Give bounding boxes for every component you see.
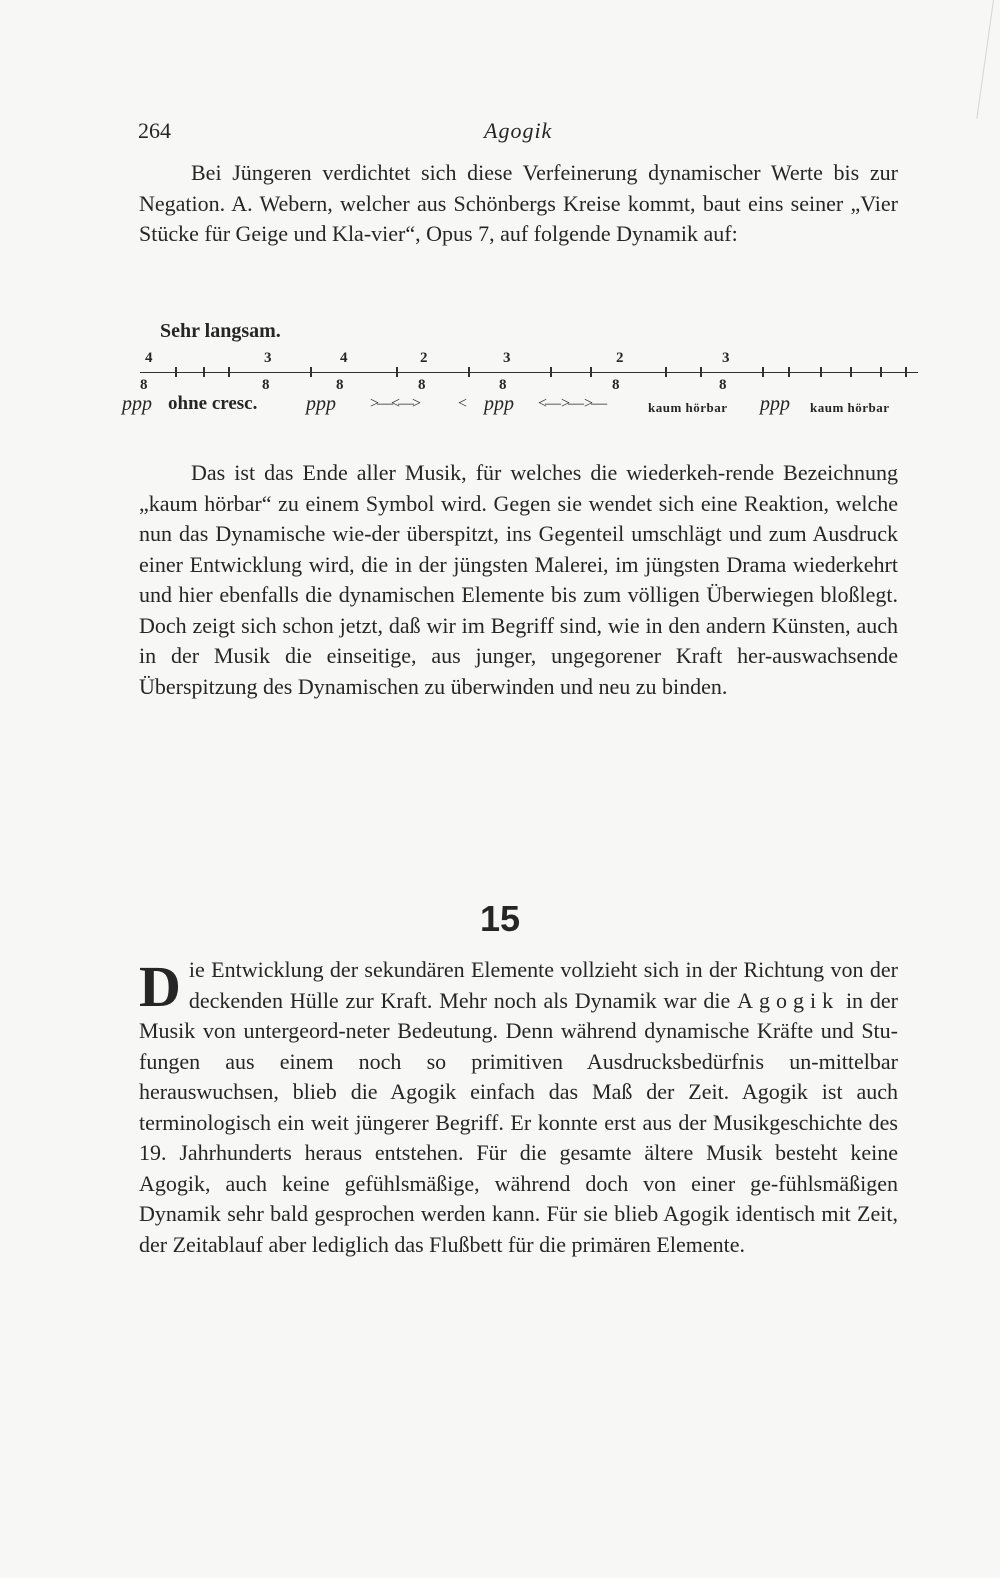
dynamic-text: ohne cresc. <box>168 393 258 414</box>
spaced-word: Agogik <box>737 987 840 1013</box>
hairpin-mark: < <box>458 395 466 412</box>
dynamic-text: kaum hörbar <box>810 400 890 415</box>
meter-top: 4 <box>145 350 153 366</box>
page-number: 264 <box>138 118 171 143</box>
meter-bottom: 8 <box>262 377 270 393</box>
dynamic-mark: ppp <box>306 393 336 415</box>
drop-cap: D <box>139 954 181 1019</box>
hairpin-mark: <— >— >— <box>538 395 606 412</box>
beat-tick <box>310 367 312 377</box>
tempo-marking: Sehr langsam. <box>160 320 281 342</box>
rhythm-line <box>140 372 918 373</box>
section-text-rest: in der Musik von untergeord-neter Bedeutung. Denn während dynamische Kräfte und Stu-fungen aus einem noch so primitiven Ausdrucksbedürfnis un-mittelbar herauswuchsen, blieb die Agogik einfach das Maß der Zeit. Agogik ist auch terminologisch ein weit jüngerer Begriff. Er konnte erst aus der Musikgeschichte des 19. Jahrhunderts heraus entstehen. Für die gesamte ältere Musik besteht keine Agogik, auch keine gefühlsmäßige, während doch von einer ge-fühlsmäßigen Dynamik sehr bald gesprochen werden kann. Für sie blieb Agogik identisch mit Zeit, der Zeitablauf aber lediglich das Flußbett für die primären Elemente. <box>139 987 899 1257</box>
beat-tick <box>468 367 470 377</box>
beat-tick <box>396 367 398 377</box>
running-title: Agogik <box>484 118 553 143</box>
beat-tick <box>850 367 852 377</box>
meter-top: 3 <box>722 350 730 366</box>
meter-top: 2 <box>420 350 428 366</box>
meter-bottom: 8 <box>612 377 620 393</box>
beat-tick <box>762 367 764 377</box>
page-edge-line <box>976 0 994 119</box>
meter-top: 2 <box>616 350 624 366</box>
beat-tick <box>203 367 205 377</box>
meter-top: 4 <box>340 350 348 366</box>
meter-bottom: 8 <box>499 377 507 393</box>
beat-tick <box>665 367 667 377</box>
dynamic-mark: ppp <box>484 393 514 415</box>
meter-top: 3 <box>503 350 511 366</box>
beat-tick <box>228 367 230 377</box>
dynamic-text: kaum hörbar <box>648 400 728 415</box>
beat-tick <box>880 367 882 377</box>
beat-tick <box>788 367 790 377</box>
beat-tick <box>550 367 552 377</box>
meter-bottom: 8 <box>418 377 426 393</box>
beat-tick <box>590 367 592 377</box>
paragraph-end-of-music: Das ist das Ende aller Musik, für welches die wiederkeh-rende Bezeichnung „kaum hörbar“ zu einem Symbol wird. Gegen sie wendet sich eine Reaktion, welche nun das Dynamische wie-der überspitzt, ins Gegenteil umschlägt und zum Ausdruck einer Entwicklung wird, die in der jüngsten Malerei, im jüngsten Drama wiederkehrt und hier ebenfalls die dynamischen Elemente bis zum völligen Überwiegen bloßlegt. Doch zeigt sich schon jetzt, daß wir im Begriff sind, wie in den andern Künsten, auch in der Musik die einseitige, aus junger, ungegorener Kraft her-auswachsende Überspitzung des Dynamischen zu überwinden und neu zu binden. <box>139 460 898 699</box>
beat-tick <box>905 367 907 377</box>
section-number: 15 <box>479 898 521 939</box>
paragraph-agogik <box>139 955 898 1260</box>
meter-top: 3 <box>264 350 272 366</box>
meter-bottom: 8 <box>140 377 148 393</box>
dynamic-mark: ppp <box>760 393 790 415</box>
paragraph-webern: Bei Jüngeren verdichtet sich diese Verfeinerung dynamischer Werte bis zur Negation. A. Webern, welcher aus Schönbergs Kreise kommt, baut eins seiner „Vier Stücke für Geige und Kla-vier“, Opus 7, auf folgende Dynamik auf: <box>139 160 898 246</box>
section-text-start: ie Entwicklung der sekundären Elemente vollzieht sich in der Richtung von der deckenden Hülle zur Kraft. Mehr noch als Dynamik war die <box>188 957 898 1013</box>
meter-bottom: 8 <box>336 377 344 393</box>
beat-tick <box>820 367 822 377</box>
beat-tick <box>175 367 177 377</box>
meter-bottom: 8 <box>719 377 727 393</box>
hairpin-mark: >—<—> <box>370 395 420 412</box>
dynamic-mark: ppp <box>122 393 152 415</box>
beat-tick <box>700 367 702 377</box>
